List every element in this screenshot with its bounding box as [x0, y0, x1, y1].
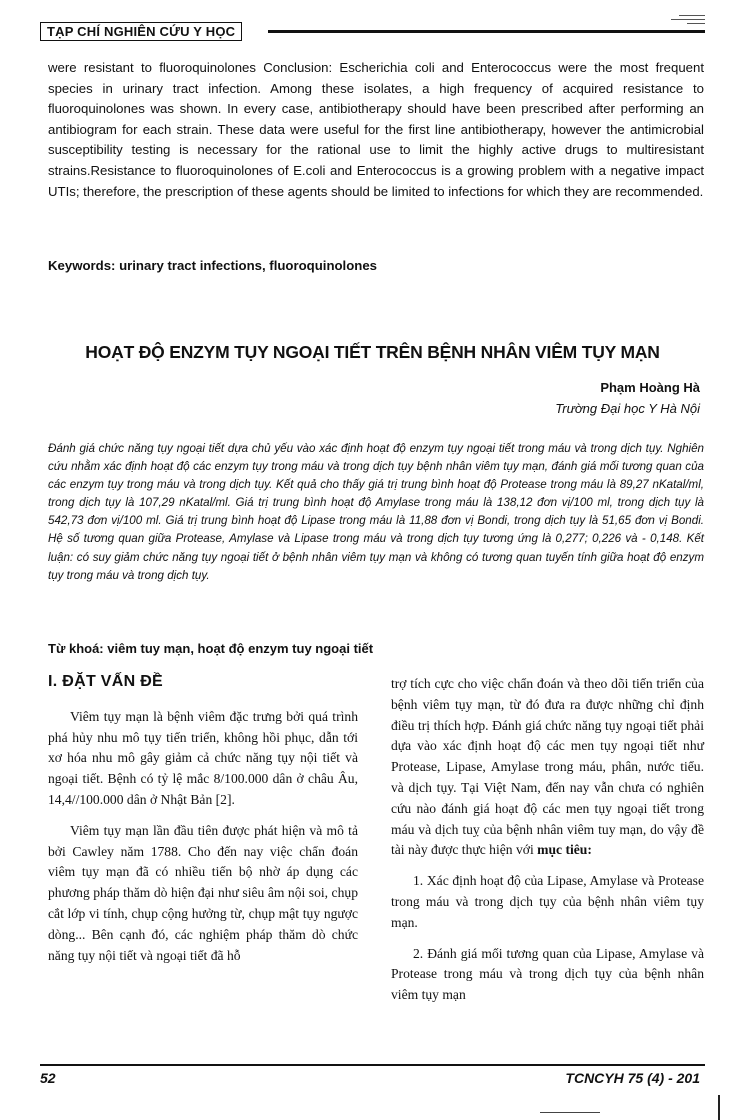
page-number: 52: [40, 1070, 56, 1086]
article-title: HOẠT ĐỘ ENZYM TỤY NGOẠI TIẾT TRÊN BỆNH NHÂN VIÊM TỤY MẠN: [85, 342, 660, 362]
objective-item: 2. Đánh giá mối tương quan của Lipase, Amylase và Protease trong máu và trong dịch tụy của bệnh nhân viêm tụy mạn: [391, 945, 704, 1003]
corner-marks: [671, 12, 705, 26]
english-keywords: Keywords: urinary tract infections, fluoroquinolones: [48, 258, 377, 273]
author-name: Phạm Hoàng Hà: [600, 380, 700, 395]
footer-rule: [40, 1064, 705, 1066]
english-abstract-text: were resistant to fluoroquinolones Conclusion: Escherichia coli and Enterococcus were the most frequent species in urinary tract infection. Among these isolates, a high frequency of acquired resistance to fluoroquinolones was shown. In every case, antibiotherapy should have been prescribed after performing an antibiogram for each strain. These data were useful for the first line antibiotherapy, however the antimicrobial susceptibility testing is necessary for the rational use to limit the highly active drugs to multiresistant strains.Resistance to fluoroquinolones of E.coli and Enterococcus is a growing problem with a negative impact UTIs; therefore, the prescription of these agents should be limited to infections for which they are recommended.: [48, 60, 704, 199]
objective-item: 1. Xác định hoạt độ của Lipase, Amylase và Protease trong máu và trong dịch tụy của bệnh nhân viêm tụy mạn.: [391, 873, 704, 930]
body-paragraph: Viêm tụy mạn là bệnh viêm đặc trưng bởi quá trình phá hủy nhu mô tụy tiến triển, không hồi phục, dẫn tới xơ hóa nhu mô gây giảm cả chức năng tụy nội tiết và ngoại tiết. Bệnh có tỷ lệ mắc 8/100.000 dân ở châu Âu, 14,4//100.000 dân ở Nhật Bản [2].: [48, 708, 358, 807]
body-paragraph: [391, 674, 704, 861]
scan-dash: [540, 1112, 600, 1113]
section-heading: I. ĐẶT VẤN ĐỀ: [48, 673, 164, 690]
journal-header: [40, 18, 705, 42]
vietnamese-keywords: Từ khoá: viêm tuy mạn, hoạt độ enzym tuy ngoại tiết: [48, 641, 374, 656]
body-paragraph-text: trợ tích cực cho việc chẩn đoán và theo dõi tiến triển của bệnh viêm tụy mạn, từ đó đưa ra được những chỉ định điều trị thích hợp. Đánh giá chức năng tụy ngoại tiết phải dựa vào xác định hoạt độ các men tụy ngoại tiết như Protease, Lipase, Amylase trong máu, phân, nước tiểu. và dịch tụy. Tại Việt Nam, đến nay vẫn chưa có nghiên cứu nào đánh giá hoạt độ các men tụy ngoại tiết trong máu và dịch tuỵ của bệnh nhân viêm tuy mạn, do vậy đề tài này được thực hiện với: [391, 676, 704, 858]
author-affiliation: Trường Đại học Y Hà Nội: [555, 401, 700, 416]
left-column: [48, 672, 358, 976]
journal-issue: TCNCYH 75 (4) - 201: [565, 1070, 700, 1086]
journal-name: TẠP CHÍ NGHIÊN CỨU Y HỌC: [40, 22, 242, 41]
vietnamese-abstract: Đánh giá chức năng tụy ngoại tiết dựa chủ yếu vào xác định hoạt độ enzym tụy ngoại tiết trong máu và trong dịch tụy. Nghiên cứu nhằm xác định hoạt độ các enzym tụy trong máu và trong dịch tụy bệnh nhân viêm tụy mạn, đánh giá mối tương quan của các enzym tụy trong máu và trong dịch tụy. Kết quả cho thấy giá trị trung bình hoạt độ Protease trong máu là 89,27 nKatal/ml, trong dịch tụy là 107,29 nKatal/ml. Giá trị trung bình hoạt độ Amylase trong máu là 138,12 đơn vị/100 ml, trong dịch tụy là 542,73 đơn vị/100 ml. Giá trị trung bình hoạt độ Lipase trong máu là 11,88 đơn vị Bondi, trong dịch tụy là 51,65 đơn vị Bondi. Hệ số tương quan giữa Protease, Amylase và Lipase trong máu và trong dịch tụy tương ứng là 0,277; 0,226 và - 0,148. Kết luận: có suy giảm chức năng tụy ngoại tiết ở bệnh nhân viêm tụy mạn và không có tương quan tuyến tính giữa hoạt độ enzym tụy trong máu và trong dịch tụy.: [48, 442, 704, 582]
right-column: [391, 674, 704, 1016]
objective-label: mục tiêu:: [537, 842, 592, 858]
scan-mark: [718, 1095, 720, 1120]
header-rule: [268, 30, 705, 33]
body-paragraph: Viêm tụy mạn lần đầu tiên được phát hiện và mô tả bởi Cawley năm 1788. Cho đến nay việc chẩn đoán viêm tụy mạn đã có nhiều tiến bộ nhờ áp dụng các phương pháp thăm dò hiện đại như siêu âm nội soi, chụp cắt lớp vi tính, chụp cộng hưởng từ, chụp mật tụy ngược dòng... Bên cạnh đó, các nghiệm pháp thăm dò chức năng tụy nội tiết và ngoại tiết đã hỗ: [48, 822, 358, 963]
